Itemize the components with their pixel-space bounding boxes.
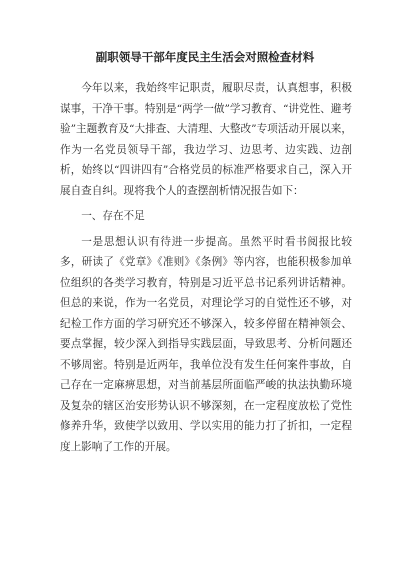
document-title: 副职领导干部年度民主生活会对照检查材料: [95, 50, 315, 64]
body-paragraph: 一是思想认识有待进一步提高。虽然平时看书阅报比较多，研读了《党章》《准则》《条例》等内容，也能积极参加单位组织的各类学习教育，特别是习近平总书记系列讲话精神。但总的来说，作为一名党员，对理论学习的自觉性还不够，对纪检工作方面的学习研究还不够深入，较多停留在精神领会、要点掌握，较少深入到指导实践层面，导致思考、分析问题还不够周密。特别是近两年，我单位没有发生任何案件事故，自己存在一定麻痹思想，对当前基层所面临严峻的执法执勤环境及复杂的辖区治安形势认识不够深刻，在一定程度放松了党性修养升华，致使学以致用、学以实用的能力打了折扣，一定程度上影响了工作的开展。: [60, 235, 352, 453]
document-body: [60, 78, 352, 457]
intro-paragraph: 今年以来，我始终牢记职责，履职尽责，认真想事，积极谋事，干净干事。特别是“两学一做”学习教育、“讲党性、避考验”主题教育及“大排查、大清理、大整改”专项活动开展以来，作为一名党员领导干部，我边学习、边思考、边实践、边剖析，始终以“四讲四有”合格党员的标准严格要求自己，深入开展自查自纠。现将我个人的查摆剖析情况报告如下：: [60, 82, 352, 197]
section-heading: 一、存在不足: [81, 210, 145, 222]
